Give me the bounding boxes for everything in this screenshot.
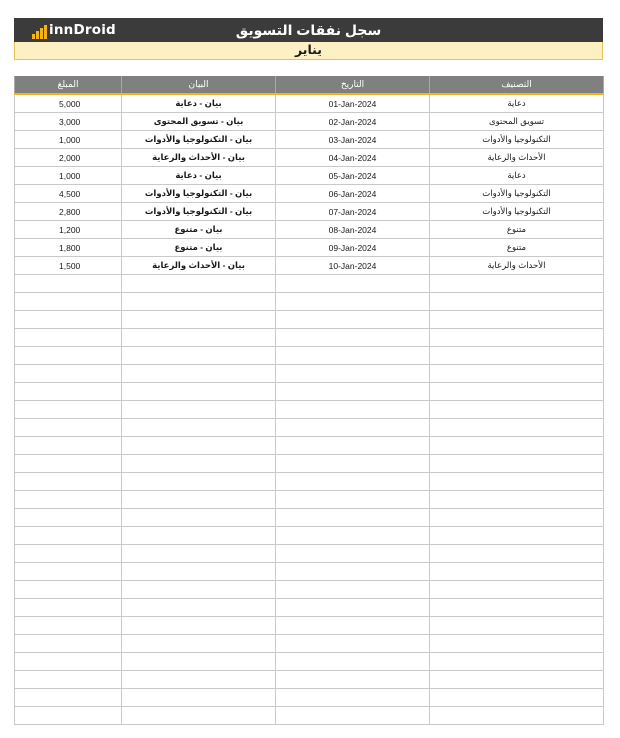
cell-amount[interactable]	[15, 545, 122, 563]
cell-amount[interactable]	[15, 635, 122, 653]
empty-table-row	[15, 293, 604, 311]
cell-description[interactable]	[122, 383, 276, 401]
logo-text: innDroid	[49, 22, 116, 38]
cell-description[interactable]	[122, 671, 276, 689]
cell-category[interactable]	[430, 419, 604, 437]
cell-date[interactable]	[276, 635, 430, 653]
page-title: سجل نفقات التسويق	[235, 22, 382, 38]
table-header-row	[15, 76, 604, 94]
cell-date[interactable]	[276, 581, 430, 599]
cell-date[interactable]	[276, 617, 430, 635]
empty-table-row	[15, 311, 604, 329]
empty-table-row	[15, 617, 604, 635]
cell-amount[interactable]	[15, 311, 122, 329]
cell-date[interactable]	[276, 563, 430, 581]
cell-amount[interactable]: 1,800	[15, 239, 122, 257]
cell-amount[interactable]	[15, 581, 122, 599]
empty-table-row	[15, 527, 604, 545]
cell-description[interactable]	[122, 311, 276, 329]
empty-table-row	[15, 419, 604, 437]
cell-category[interactable]	[430, 473, 604, 491]
cell-amount[interactable]	[15, 383, 122, 401]
column-header-date[interactable]: التاريخ	[276, 76, 430, 94]
empty-table-row	[15, 437, 604, 455]
cell-amount[interactable]	[15, 491, 122, 509]
cell-category[interactable]	[430, 455, 604, 473]
cell-description[interactable]	[122, 401, 276, 419]
table-row	[15, 149, 604, 167]
column-header-description[interactable]: البيان	[122, 76, 276, 94]
cell-amount[interactable]	[15, 563, 122, 581]
empty-table-row	[15, 275, 604, 293]
cell-date[interactable]	[276, 455, 430, 473]
cell-description[interactable]	[122, 509, 276, 527]
cell-category[interactable]	[430, 563, 604, 581]
cell-amount[interactable]	[15, 419, 122, 437]
cell-amount[interactable]	[15, 329, 122, 347]
column-header-amount[interactable]: المبلغ	[15, 76, 122, 94]
cell-date[interactable]	[276, 689, 430, 707]
cell-description[interactable]	[122, 491, 276, 509]
empty-table-row	[15, 581, 604, 599]
cell-category[interactable]	[430, 689, 604, 707]
cell-date[interactable]	[276, 707, 430, 725]
cell-description[interactable]: بيان - متنوع	[122, 239, 276, 257]
cell-amount[interactable]	[15, 365, 122, 383]
cell-description[interactable]	[122, 419, 276, 437]
cell-description[interactable]	[122, 455, 276, 473]
cell-date[interactable]: 10-Jan-2024	[276, 257, 430, 275]
cell-category[interactable]	[430, 581, 604, 599]
cell-amount[interactable]: 5,000	[15, 94, 122, 113]
cell-description[interactable]	[122, 599, 276, 617]
cell-date[interactable]	[276, 653, 430, 671]
cell-amount[interactable]: 1,200	[15, 221, 122, 239]
cell-amount[interactable]: 1,500	[15, 257, 122, 275]
cell-category[interactable]	[430, 617, 604, 635]
cell-description[interactable]: بيان - دعاية	[122, 94, 276, 113]
table-row	[15, 131, 604, 149]
cell-amount[interactable]: 2,800	[15, 203, 122, 221]
month-label: يناير	[14, 42, 603, 60]
table-row	[15, 203, 604, 221]
cell-date[interactable]	[276, 437, 430, 455]
cell-description[interactable]	[122, 581, 276, 599]
cell-category[interactable]	[430, 401, 604, 419]
empty-table-row	[15, 365, 604, 383]
cell-date[interactable]	[276, 419, 430, 437]
cell-category[interactable]	[430, 599, 604, 617]
cell-date[interactable]: 06-Jan-2024	[276, 185, 430, 203]
empty-table-row	[15, 653, 604, 671]
cell-description[interactable]	[122, 293, 276, 311]
cell-description[interactable]	[122, 707, 276, 725]
empty-table-row	[15, 491, 604, 509]
cell-category[interactable]: الأحداث والرعاية	[430, 257, 604, 275]
cell-description[interactable]: بيان - التكنولوجيا والأدوات	[122, 203, 276, 221]
title-bar	[14, 18, 603, 42]
cell-category[interactable]	[430, 437, 604, 455]
cell-category[interactable]	[430, 365, 604, 383]
cell-category[interactable]: الأحداث والرعاية	[430, 149, 604, 167]
cell-amount[interactable]: 1,000	[15, 167, 122, 185]
cell-date[interactable]	[276, 293, 430, 311]
cell-category[interactable]	[430, 275, 604, 293]
cell-category[interactable]	[430, 311, 604, 329]
cell-category[interactable]	[430, 707, 604, 725]
cell-category[interactable]	[430, 491, 604, 509]
cell-date[interactable]	[276, 527, 430, 545]
cell-category[interactable]: متنوع	[430, 221, 604, 239]
cell-date[interactable]	[276, 275, 430, 293]
cell-description[interactable]: بيان - تسويق المحتوى	[122, 113, 276, 131]
cell-description[interactable]	[122, 365, 276, 383]
cell-category[interactable]	[430, 383, 604, 401]
cell-date[interactable]	[276, 365, 430, 383]
cell-amount[interactable]: 2,000	[15, 149, 122, 167]
cell-amount[interactable]	[15, 653, 122, 671]
table-row	[15, 221, 604, 239]
cell-description[interactable]	[122, 617, 276, 635]
cell-amount[interactable]: 3,000	[15, 113, 122, 131]
cell-description[interactable]: بيان - دعاية	[122, 167, 276, 185]
cell-amount[interactable]	[15, 275, 122, 293]
empty-table-row	[15, 635, 604, 653]
empty-table-row	[15, 599, 604, 617]
cell-description[interactable]: بيان - التكنولوجيا والأدوات	[122, 131, 276, 149]
column-header-category[interactable]: التصنيف	[430, 76, 604, 94]
cell-description[interactable]	[122, 347, 276, 365]
empty-table-row	[15, 329, 604, 347]
cell-amount[interactable]	[15, 473, 122, 491]
table-row	[15, 94, 604, 113]
cell-amount[interactable]	[15, 293, 122, 311]
cell-category[interactable]	[430, 545, 604, 563]
cell-date[interactable]: 09-Jan-2024	[276, 239, 430, 257]
cell-amount[interactable]: 4,500	[15, 185, 122, 203]
cell-date[interactable]	[276, 311, 430, 329]
cell-amount[interactable]	[15, 455, 122, 473]
cell-date[interactable]	[276, 473, 430, 491]
empty-table-row	[15, 707, 604, 725]
empty-table-row	[15, 455, 604, 473]
cell-date[interactable]	[276, 347, 430, 365]
cell-date[interactable]	[276, 545, 430, 563]
cell-description[interactable]: بيان - الأحداث والرعاية	[122, 257, 276, 275]
cell-description[interactable]	[122, 329, 276, 347]
cell-date[interactable]: 08-Jan-2024	[276, 221, 430, 239]
cell-date[interactable]	[276, 491, 430, 509]
empty-table-row	[15, 383, 604, 401]
empty-table-row	[15, 671, 604, 689]
cell-category[interactable]: التكنولوجيا والأدوات	[430, 131, 604, 149]
cell-category[interactable]	[430, 509, 604, 527]
cell-date[interactable]: 02-Jan-2024	[276, 113, 430, 131]
cell-amount[interactable]	[15, 707, 122, 725]
cell-amount[interactable]	[15, 401, 122, 419]
empty-table-row	[15, 473, 604, 491]
cell-amount[interactable]	[15, 527, 122, 545]
cell-description[interactable]	[122, 545, 276, 563]
cell-date[interactable]: 01-Jan-2024	[276, 94, 430, 113]
cell-description[interactable]	[122, 527, 276, 545]
expense-table	[14, 76, 604, 725]
empty-table-row	[15, 563, 604, 581]
cell-category[interactable]: دعاية	[430, 94, 604, 113]
cell-category[interactable]: دعاية	[430, 167, 604, 185]
table-row	[15, 257, 604, 275]
table-row	[15, 167, 604, 185]
cell-amount[interactable]	[15, 347, 122, 365]
cell-category[interactable]	[430, 671, 604, 689]
cell-date[interactable]: 05-Jan-2024	[276, 167, 430, 185]
cell-description[interactable]	[122, 437, 276, 455]
cell-date[interactable]	[276, 401, 430, 419]
cell-amount[interactable]	[15, 617, 122, 635]
cell-description[interactable]	[122, 275, 276, 293]
cell-description[interactable]	[122, 653, 276, 671]
cell-category[interactable]: تسويق المحتوى	[430, 113, 604, 131]
empty-table-row	[15, 545, 604, 563]
cell-date[interactable]: 04-Jan-2024	[276, 149, 430, 167]
cell-date[interactable]	[276, 599, 430, 617]
cell-category[interactable]: التكنولوجيا والأدوات	[430, 203, 604, 221]
cell-amount[interactable]	[15, 599, 122, 617]
cell-date[interactable]: 03-Jan-2024	[276, 131, 430, 149]
cell-description[interactable]: بيان - التكنولوجيا والأدوات	[122, 185, 276, 203]
cell-description[interactable]	[122, 635, 276, 653]
cell-date[interactable]	[276, 671, 430, 689]
empty-table-row	[15, 347, 604, 365]
cell-category[interactable]	[430, 347, 604, 365]
cell-category[interactable]	[430, 653, 604, 671]
cell-date[interactable]	[276, 509, 430, 527]
cell-category[interactable]	[430, 293, 604, 311]
cell-date[interactable]: 07-Jan-2024	[276, 203, 430, 221]
cell-amount[interactable]	[15, 671, 122, 689]
cell-category[interactable]: متنوع	[430, 239, 604, 257]
cell-date[interactable]	[276, 383, 430, 401]
cell-description[interactable]	[122, 473, 276, 491]
cell-amount[interactable]: 1,000	[15, 131, 122, 149]
table-row	[15, 239, 604, 257]
empty-table-row	[15, 689, 604, 707]
cell-date[interactable]	[276, 329, 430, 347]
cell-description[interactable]	[122, 689, 276, 707]
cell-description[interactable]	[122, 563, 276, 581]
cell-category[interactable]	[430, 635, 604, 653]
cell-amount[interactable]	[15, 437, 122, 455]
cell-amount[interactable]	[15, 689, 122, 707]
empty-table-row	[15, 509, 604, 527]
table-row	[15, 113, 604, 131]
table-row	[15, 185, 604, 203]
cell-category[interactable]: التكنولوجيا والأدوات	[430, 185, 604, 203]
cell-description[interactable]: بيان - الأحداث والرعاية	[122, 149, 276, 167]
empty-table-row	[15, 401, 604, 419]
cell-category[interactable]	[430, 329, 604, 347]
cell-amount[interactable]	[15, 509, 122, 527]
cell-category[interactable]	[430, 527, 604, 545]
cell-description[interactable]: بيان - متنوع	[122, 221, 276, 239]
